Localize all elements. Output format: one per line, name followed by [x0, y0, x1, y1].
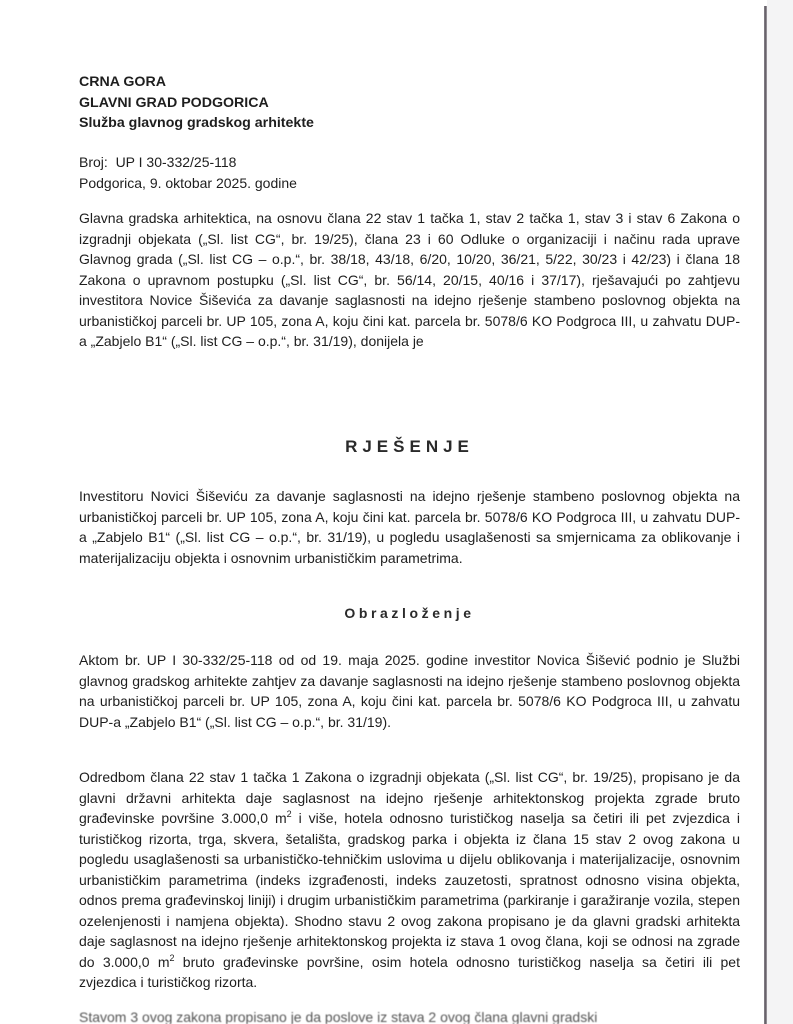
header-city: GLAVNI GRAD PODGORICA — [79, 94, 269, 111]
intro-paragraph: Glavna gradska arhitektica, na osnovu člana 22 stav 1 tačka 1, stav 2 tačka 1, stav 3 i stav 6 Zakona o izgradnji objekata („Sl. list CG“, br. 19/25), člana 23 i 60 Odluke o organizaciji i načinu rada uprave Glavnog grada („Sl. list CG – o.p.“, br. 38/18, 43/18, 6/20, 10/20, 36/21, 5/22, 30/23 i 42/23) i člana 18 Zakona o upravnom postupku („Sl. list CG“, br. 56/14, 20/15, 40/16 i 37/17), rješavajući po zahtjevu investitora Novice Šiševića za davanje saglasnosti na idejno rješenje stambeno poslovnog objekta na urbanističkoj parceli br. UP 105, zona A, koju čini kat. parcela br. 5078/6 KO Podgroca III, u zahvatu DUP-a „Zabjelo B1“ („Sl. list CG – o.p.“, br. 31/19), donijela je — [79, 210, 740, 349]
document-meta — [79, 152, 297, 193]
document-header — [79, 72, 314, 134]
reasoning-paragraph-3-cut-off: Stavom 3 ovog zakona propisano je da poslove iz stava 2 ovog člana glavni gradski — [79, 1009, 598, 1024]
reasoning-p2-part-c: bruto građevinske površine, osim hotela odnosno turističkog naselja sa četiri ili pet zvjezdica i turističkog rizorta. — [79, 953, 740, 990]
decision-heading: RJEŠENJE — [345, 437, 474, 456]
decision-paragraph: Investitoru Novici Šiševiću za davanje saglasnosti na idejno rješenje stambeno poslovnog objekta na urbanističkoj parceli br. UP 105, zona A, koju čini kat. parcela br. 5078/6 KO Podgroca III, u zahvatu DUP-a „Zabjelo B1“ („Sl. list CG – o.p.“, br. 31/19), u pogledu usaglašenosti sa smjernicama za oblikovanje i materijalizaciju objekta i osnovnim urbanističkim parametrima. — [79, 488, 740, 566]
superscript-square: 2 — [169, 952, 175, 963]
reasoning-heading: Obrazloženje — [344, 605, 475, 621]
document-place-date: Podgorica, 9. oktobar 2025. godine — [79, 174, 297, 191]
scan-edge-shade — [767, 0, 793, 1024]
scan-edge-line — [764, 6, 767, 1024]
header-office: Služba glavnog gradskog arhitekte — [79, 115, 314, 131]
reasoning-p2-part-b: i više, hotela odnosno turističkog naselja sa četiri ili pet zvjezdica i turističkog rizorta, trga, skvera, šetališta, gradskog parka i objekta iz člana 15 stav 2 ovog zakona u pogledu usaglašenosti sa urbanističko-tehničkim uslovima u dijelu oblikovanja i materijalizacije, osnovnim urbanističkim parametrima (indeks izgrađenosti, indeks zauzetosti, spratnost odnosno visina objekta, odnos prema građevinskoj liniji) i drugim urbanističkim parametrima (parkiranje i garažiranje vozila, stepen ozelenjenosti i namjena objekta). Shodno stavu 2 ovog zakona propisano je da glavni gradski arhitekta daje saglasnost na idejno rješenje arhitektonskog projekta iz stava 1 ovog člana, koji se odnosi na zgrade do 3.000,0 m — [79, 810, 740, 970]
reasoning-paragraph-1: Aktom br. UP I 30-332/25-118 od od 19. maja 2025. godine investitor Novica Šišević podnio je Službi glavnog gradskog arhitekte zahtjev za davanje saglasnosti na idejno rješenje stambeno poslovnog objekta na urbanističkoj parceli br. UP 105, zona A, koju čini kat. parcela br. 5078/6 KO Podgroca III, u zahvatu DUP-a „Zabjelo B1“ („Sl. list CG – o.p.“, br. 31/19). — [79, 652, 740, 730]
superscript-square: 2 — [286, 809, 292, 819]
header-country: CRNA GORA — [79, 74, 166, 90]
reasoning-paragraph-2 — [79, 767, 740, 993]
document-number: Broj: UP I 30-332/25-118 — [79, 154, 237, 170]
reasoning-p2-part-a: Odredbom člana 22 stav 1 tačka 1 Zakona o izgradnji objekata („Sl. list CG“, br. 19/25), propisano je da glavni državni arhitekta daje saglasnost na idejno rješenje arhitektonskog projekta zgrade bruto građevinske površine 3.000,0 m — [79, 769, 740, 826]
